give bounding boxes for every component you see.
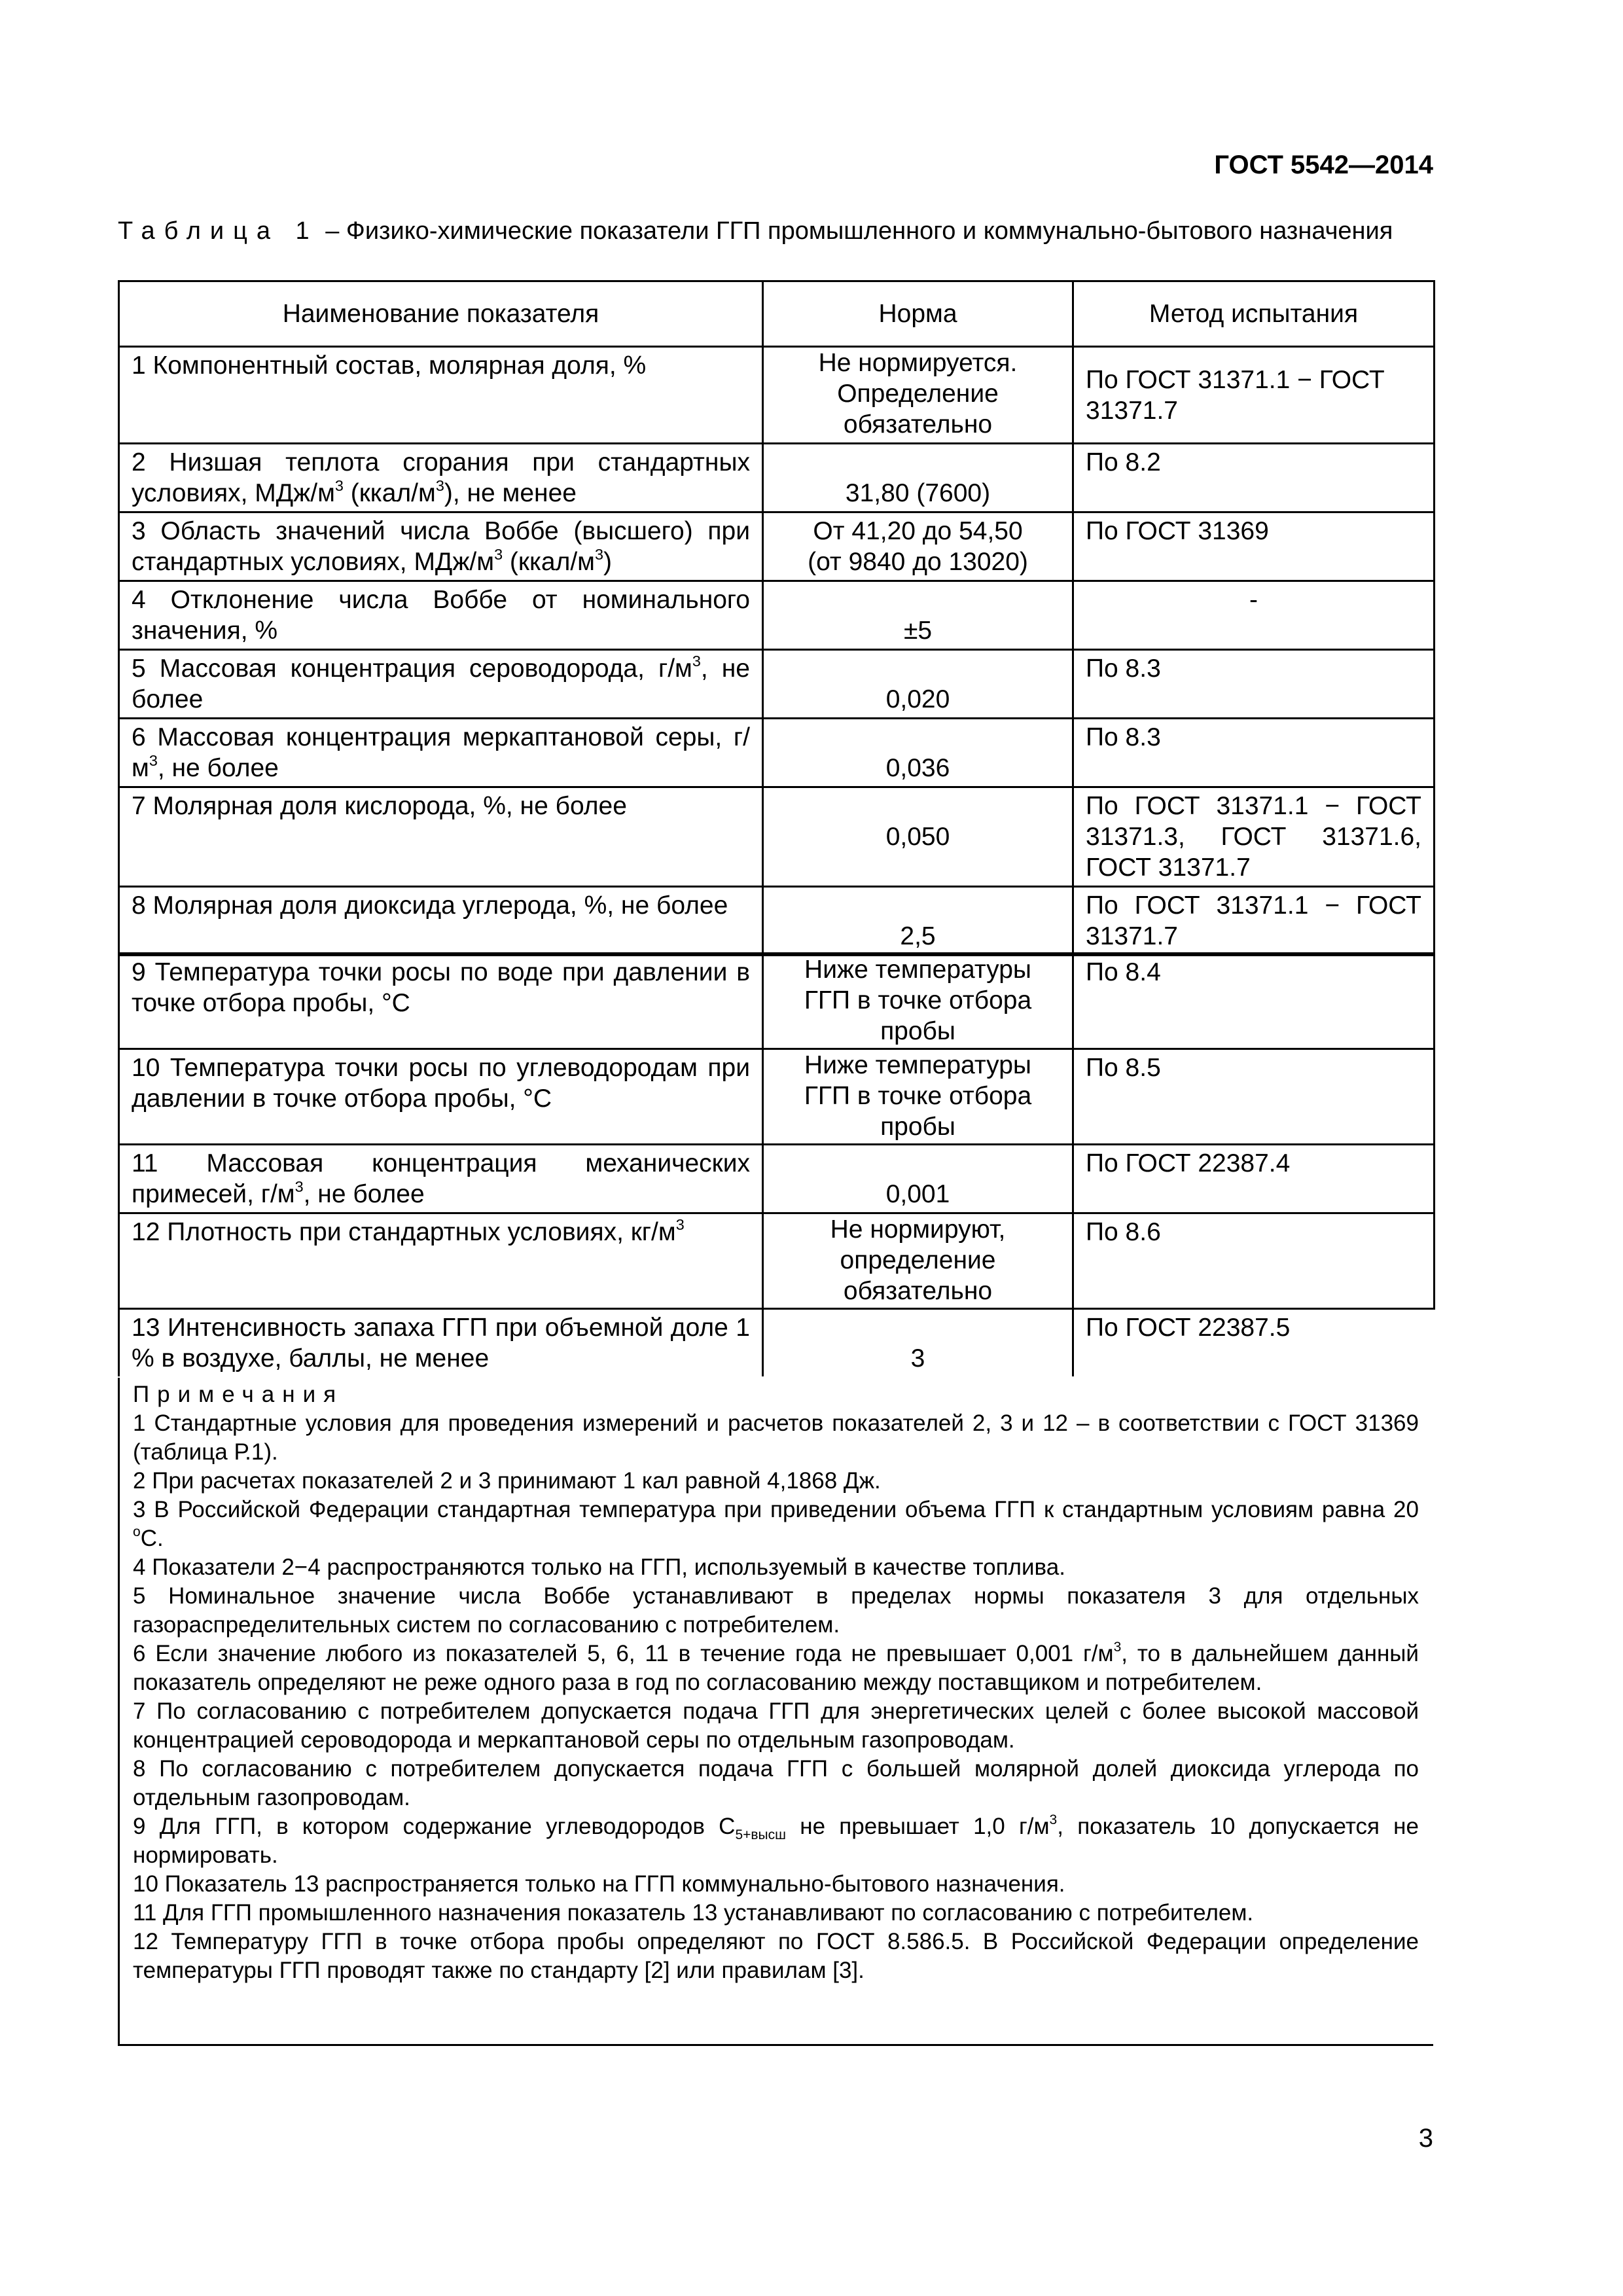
row-5-name	[119, 650, 763, 719]
table-caption-prefix: Таблица 1	[118, 217, 319, 245]
row-3-name-text: (ккал/м	[503, 548, 595, 576]
table-notes	[118, 1378, 1433, 2046]
notes-heading: Примечания	[133, 1382, 344, 1407]
row-11-name	[119, 1145, 763, 1213]
superscript: 3	[494, 546, 503, 563]
row-5-name-text: , не более	[132, 655, 751, 713]
table-row	[119, 512, 1435, 581]
row-9-name: 9 Температура точки росы по воде при давлении в точке отбора пробы, °С	[119, 954, 763, 1049]
row-2-name-text: (ккал/м	[343, 479, 436, 507]
row-11-norm: 0,001	[763, 1145, 1073, 1213]
row-11-name-text: , не более	[303, 1180, 425, 1208]
table-header-row	[119, 281, 1435, 347]
note-text: не превышает 1,0 г/м	[786, 1814, 1050, 1839]
superscript: 3	[435, 477, 444, 494]
note-text: 6 Если значение любого из показателей 5, 6, 11 в течение года не превышает 0,001 г/м	[133, 1641, 1114, 1666]
note-item: 7 По согласованию с потребителем допускается подача ГГП для энергетических целей с более высокой массовой концентрацией сероводорода и меркаптановой серы по отдельным газопроводам.	[133, 1698, 1419, 1753]
note-item: 10 Показатель 13 распространяется только на ГГП коммунально-бытового назначения.	[133, 1871, 1065, 1897]
row-6-name	[119, 719, 763, 787]
superscript: 3	[1049, 1812, 1058, 1828]
row-6-norm: 0,036	[763, 719, 1073, 787]
note-item: 1 Стандартные условия для проведения измерений и расчетов показателей 2, 3 и 12 – в соответствии с ГОСТ 31369 (таблица Р.1).	[133, 1410, 1419, 1465]
document-code: ГОСТ 5542—2014	[1214, 151, 1433, 179]
row-2-method: По 8.2	[1073, 444, 1435, 512]
note-text: , показатель 10 допускается не нормировать.	[133, 1814, 1419, 1868]
note-item	[133, 1640, 1419, 1697]
row-5-name-text: 5 Массовая концентрация сероводорода, г/м	[132, 655, 692, 683]
table-row	[119, 444, 1435, 512]
row-5-method: По 8.3	[1073, 650, 1435, 719]
row-5-norm: 0,020	[763, 650, 1073, 719]
superscript: 3	[334, 477, 344, 494]
table-row	[119, 650, 1435, 719]
column-header-name: Наименование показателя	[119, 281, 763, 347]
note-item	[133, 1812, 1419, 1870]
column-header-norm: Норма	[763, 281, 1073, 347]
superscript: 3	[149, 752, 158, 769]
subscript: 5+высш	[735, 1827, 786, 1842]
row-10-name: 10 Температура точки росы по углеводородам при давлении в точке отбора пробы, °С	[119, 1049, 763, 1145]
row-4-name: 4 Отклонение числа Воббе от номинального значения, %	[119, 581, 763, 650]
row-13-norm: 3	[763, 1309, 1073, 1377]
row-7-method: По ГОСТ 31371.1 − ГОСТ 31371.3, ГОСТ 31371.6, ГОСТ 31371.7	[1073, 787, 1435, 887]
row-13-method: По ГОСТ 22387.5	[1073, 1309, 1435, 1377]
row-3-norm	[763, 512, 1073, 581]
note-text: С.	[140, 1526, 164, 1551]
table-row	[119, 347, 1435, 444]
note-item	[133, 1496, 1419, 1553]
row-13-name: 13 Интенсивность запаха ГГП при объемной доле 1 % в воздухе, баллы, не менее	[119, 1309, 763, 1377]
indicators-table-part-1	[118, 280, 1435, 956]
row-2-name-text: 2 Низшая теплота сгорания при стандартных условиях, МДж/м	[132, 448, 750, 507]
page-number: 3	[1418, 2124, 1433, 2153]
note-item: 11 Для ГГП промышленного назначения показатель 13 устанавливают по согласованию с потребителем.	[133, 1900, 1254, 1926]
table-row	[119, 887, 1435, 956]
row-3-norm-line: (от 9840 до 13020)	[808, 548, 1028, 576]
row-8-norm: 2,5	[763, 887, 1073, 956]
table-row	[119, 954, 1435, 1049]
note-text: 9 Для ГГП, в котором содержание углеводородов С	[133, 1814, 736, 1839]
row-10-method: По 8.5	[1073, 1049, 1435, 1145]
table-caption	[118, 216, 1433, 246]
row-3-norm-line: От 41,20 до 54,50	[813, 517, 1023, 545]
row-6-name-text: 6 Массовая концентрация меркаптановой серы, г/м	[132, 723, 750, 782]
row-2-name	[119, 444, 763, 512]
row-9-norm: Ниже температуры ГГП в точке отбора пробы	[763, 954, 1073, 1049]
superscript: 3	[1113, 1640, 1122, 1655]
note-item: 5 Номинальное значение числа Воббе устанавливают в пределах нормы показателя 3 для отдельных газораспределительных систем по согласованию с потребителем.	[133, 1583, 1419, 1638]
note-item: 2 При расчетах показателей 2 и 3 принимают 1 кал равной 4,1868 Дж.	[133, 1468, 881, 1494]
superscript: 3	[595, 546, 604, 563]
row-8-method: По ГОСТ 31371.1 − ГОСТ 31371.7	[1073, 887, 1435, 956]
table-row	[119, 719, 1435, 787]
superscript: 3	[692, 653, 701, 670]
note-item: 12 Температуру ГГП в точке отбора пробы определяют по ГОСТ 8.586.5. В Российской Федерации определение температуры ГГП проводят также по стандарту [2] или правилам [3].	[133, 1929, 1419, 1983]
column-header-method: Метод испытания	[1073, 281, 1435, 347]
superscript: 3	[675, 1216, 685, 1233]
row-8-name: 8 Молярная доля диоксида углерода, %, не более	[119, 887, 763, 956]
row-12-norm: Не нормируют, определение обязательно	[763, 1213, 1073, 1309]
row-10-norm: Ниже температуры ГГП в точке отбора пробы	[763, 1049, 1073, 1145]
row-1-method: По ГОСТ 31371.1 − ГОСТ 31371.7	[1073, 347, 1435, 444]
row-2-norm: 31,80 (7600)	[763, 444, 1073, 512]
indicators-table-part-2	[118, 952, 1435, 1376]
row-4-method: -	[1073, 581, 1435, 650]
row-12-name	[119, 1213, 763, 1309]
row-1-name: 1 Компонентный состав, молярная доля, %	[119, 347, 763, 444]
table-row	[119, 581, 1435, 650]
row-11-name-text: 11 Массовая концентрация механических примесей, г/м	[132, 1149, 750, 1208]
row-7-norm: 0,050	[763, 787, 1073, 887]
note-text: 3 В Российской Федерации стандартная температура при приведении объема ГГП к стандартным условиям равна 20	[133, 1497, 1419, 1522]
note-item: 8 По согласованию с потребителем допускается подача ГГП с большей молярной долей диоксида углерода по отдельным газопроводам.	[133, 1756, 1419, 1810]
row-2-name-text: ), не менее	[444, 479, 577, 507]
superscript: 3	[294, 1178, 304, 1195]
row-3-method: По ГОСТ 31369	[1073, 512, 1435, 581]
row-3-name-text: 3 Область значений числа Воббе (высшего) при стандартных условиях, МДж/м	[132, 517, 750, 576]
note-text: , то в дальнейшем данный показатель определяют не реже одного раза в год по согласованию между поставщиком и потребителем.	[133, 1641, 1419, 1695]
row-1-norm: Не нормируется. Определение обязательно	[763, 347, 1073, 444]
table-caption-text: – Физико-химические показатели ГГП промышленного и коммунально-бытового назначения	[318, 217, 1393, 245]
row-12-method: По 8.6	[1073, 1213, 1435, 1309]
row-7-name: 7 Молярная доля кислорода, %, не более	[119, 787, 763, 887]
table-row	[119, 1213, 1435, 1309]
table-row	[119, 1049, 1435, 1145]
note-item: 4 Показатели 2−4 распространяются только на ГГП, используемый в качестве топлива.	[133, 1554, 1065, 1580]
row-3-name-text: )	[603, 548, 613, 576]
row-12-name-text: 12 Плотность при стандартных условиях, кг/м	[132, 1218, 676, 1246]
row-6-method: По 8.3	[1073, 719, 1435, 787]
row-6-name-text: , не более	[157, 754, 279, 782]
row-9-method: По 8.4	[1073, 954, 1435, 1049]
row-4-norm: ±5	[763, 581, 1073, 650]
table-row	[119, 1145, 1435, 1213]
row-3-name	[119, 512, 763, 581]
superscript: о	[133, 1524, 141, 1540]
table-row	[119, 787, 1435, 887]
table-row	[119, 1309, 1435, 1377]
row-11-method: По ГОСТ 22387.4	[1073, 1145, 1435, 1213]
